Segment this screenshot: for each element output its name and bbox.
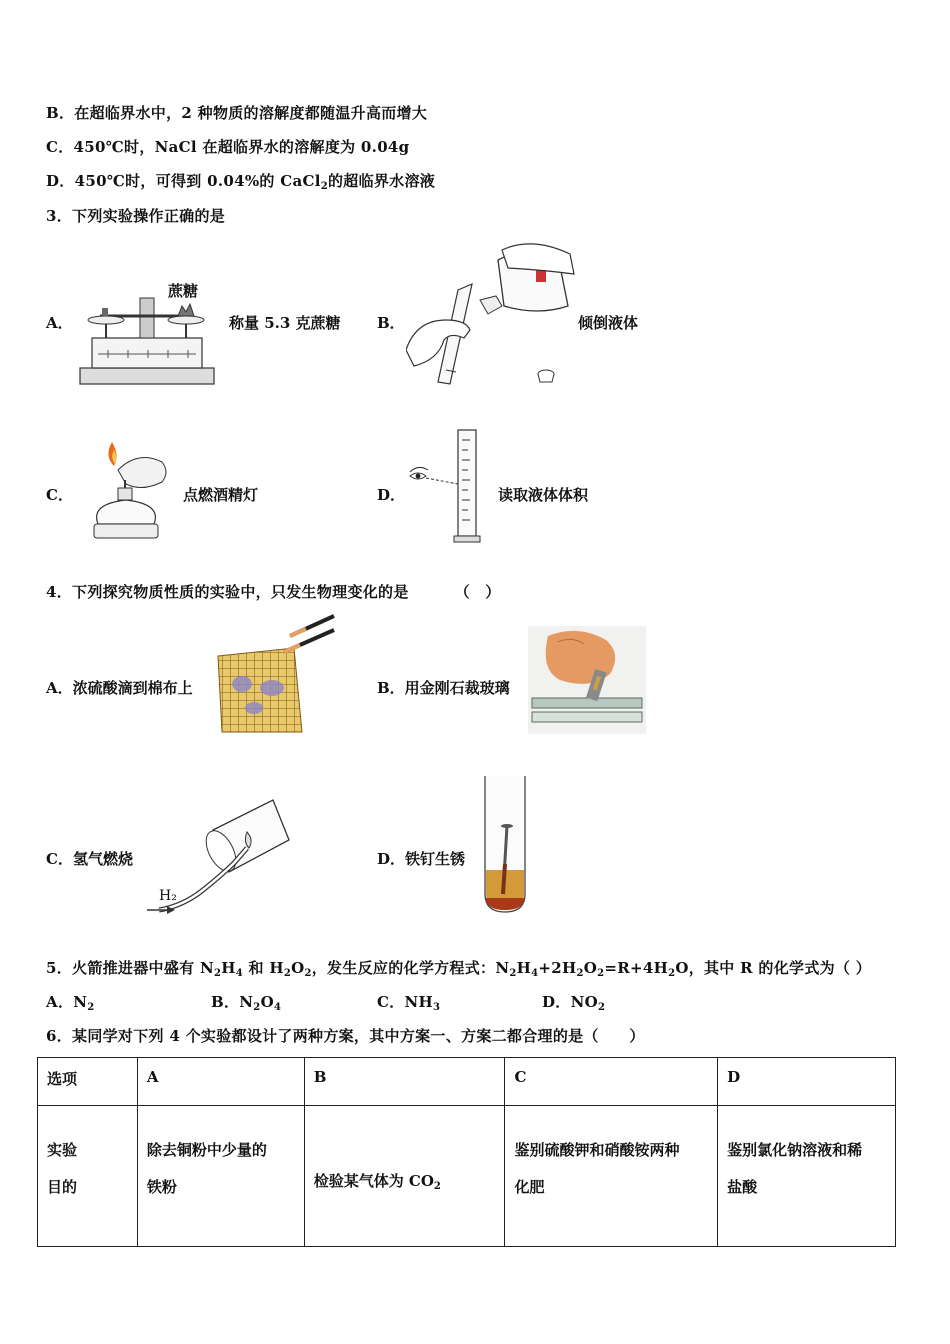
q6-stem: 6．某同学对下列 4 个实验都设计了两种方案，其中方案一、方案二都合理的是（ ） bbox=[46, 1027, 645, 1045]
balance-figure bbox=[78, 278, 216, 388]
table-header-cell: 选项 bbox=[38, 1058, 138, 1106]
q3-c-label: C． bbox=[46, 486, 73, 504]
alcohol-lamp-figure bbox=[78, 440, 174, 544]
table-header-row bbox=[38, 1058, 896, 1106]
table-cell-a: 除去铜粉中少量的 铁粉 bbox=[137, 1106, 304, 1247]
diamond-glass-cutter-figure bbox=[528, 626, 646, 734]
q5-option-d: D．$NO_2$ bbox=[542, 993, 606, 1013]
q4-option-b: B．用金刚石裁玻璃 bbox=[377, 679, 510, 697]
q3-d-caption: 读取液体体积 bbox=[498, 486, 589, 504]
q4-option-d: D．铁钉生锈 bbox=[377, 850, 466, 868]
table-cell-b: 检验某气体为 $CO_2$ bbox=[304, 1106, 505, 1247]
table-cell-c: 鉴别硫酸钾和硝酸铵两种 化肥 bbox=[505, 1106, 718, 1247]
hydrogen-burning-figure bbox=[143, 790, 293, 918]
q4-stem: 4．下列探究物质性质的实验中，只发生物理变化的是 （ ） bbox=[46, 583, 501, 601]
q3-d-label: D． bbox=[377, 486, 406, 504]
table-header-cell: A bbox=[137, 1058, 304, 1106]
q3-stem: 3．下列实验操作正确的是 bbox=[46, 207, 226, 225]
table-header-cell: D bbox=[718, 1058, 896, 1106]
q2-option-d: D．450℃时，可得到 0.04%的 CaCl$_2$的超临界水溶液 bbox=[46, 172, 436, 192]
hydrogen-label: H₂ bbox=[159, 888, 177, 904]
q5-option-a: A．$N_2$ bbox=[46, 993, 95, 1013]
q3-c-caption: 点燃酒精灯 bbox=[183, 486, 259, 504]
q4-option-a: A．浓硫酸滴到棉布上 bbox=[46, 679, 193, 697]
table-row bbox=[38, 1106, 896, 1247]
table-header-cell: C bbox=[505, 1058, 718, 1106]
q6-table bbox=[37, 1057, 896, 1247]
table-cell-d: 鉴别氯化钠溶液和稀 盐酸 bbox=[718, 1106, 896, 1247]
pouring-liquid-figure bbox=[406, 240, 578, 390]
graduated-cylinder-figure bbox=[404, 426, 500, 546]
q3-b-label: B． bbox=[377, 314, 405, 332]
q5-option-b: B．$N_2O_4$ bbox=[211, 993, 282, 1013]
q3-a-caption: 称量 5.3 克蔗糖 bbox=[229, 314, 341, 332]
q2-option-b: B．在超临界水中，2 种物质的溶解度都随温升高而增大 bbox=[46, 104, 428, 122]
q3-b-caption: 倾倒液体 bbox=[578, 314, 639, 332]
q2-option-c: C．450℃时，NaCl 在超临界水的溶解度为 0.04g bbox=[46, 138, 410, 156]
q3-a-label: A． bbox=[46, 314, 73, 332]
table-cell-purpose-label: 实验 目的 bbox=[38, 1106, 138, 1247]
q5-stem: 5．火箭推进器中盛有 $N_2H_4$ 和 $H_2O_2$，发生反应的化学方程式：$N_2H_4+2H_2O_2=R+4H_2O$，其中 R 的化学式为（ ） bbox=[46, 959, 872, 979]
q5-option-c: C．$NH_3$ bbox=[377, 993, 441, 1013]
cotton-cloth-figure bbox=[214, 612, 338, 736]
balance-label: 蔗糖 bbox=[168, 282, 199, 300]
rusting-nail-figure bbox=[481, 774, 529, 914]
table-header-cell: B bbox=[304, 1058, 505, 1106]
q4-option-c: C．氢气燃烧 bbox=[46, 850, 133, 868]
